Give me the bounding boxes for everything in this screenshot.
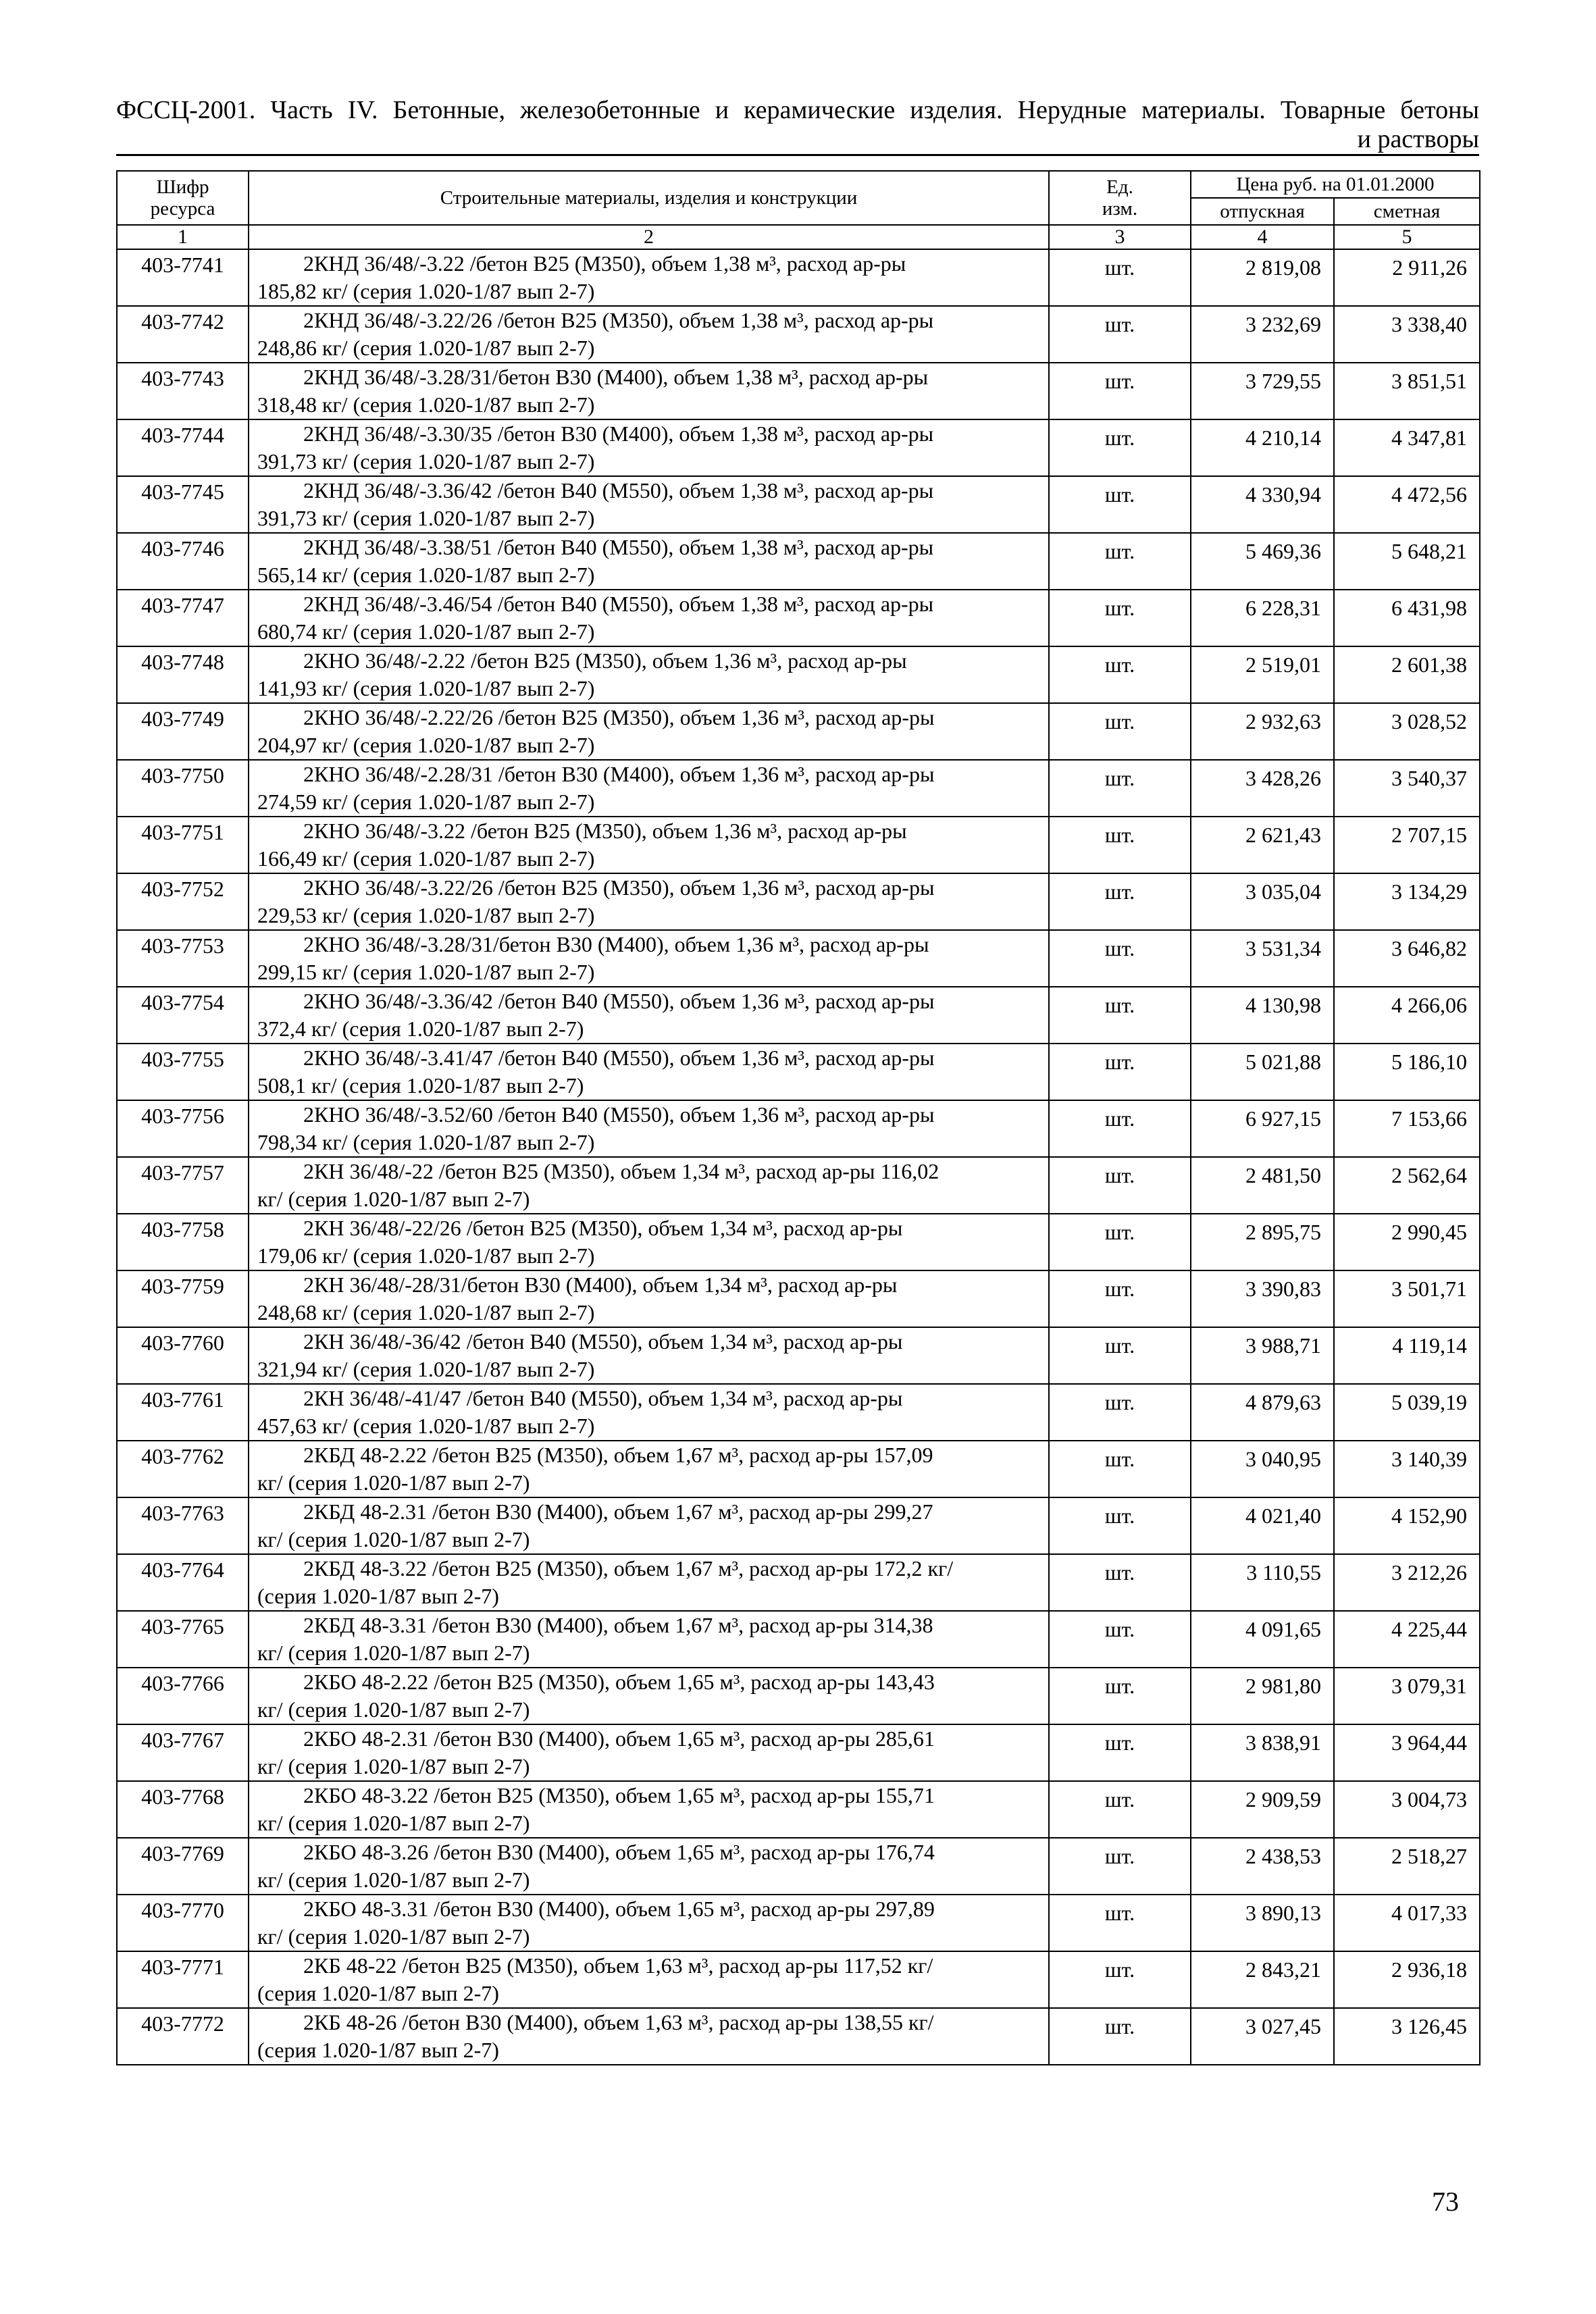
table-row — [117, 760, 1480, 817]
table-row — [117, 249, 1480, 306]
table-row — [117, 1044, 1480, 1100]
table-row — [117, 419, 1480, 476]
cell-unit: шт. — [1049, 987, 1191, 1044]
cell-code: 403-7750 — [117, 760, 249, 817]
cell-price-release: 5 469,36 — [1191, 533, 1334, 590]
cell-unit: шт. — [1049, 1895, 1191, 1951]
cell-price-release: 3 110,55 — [1191, 1554, 1334, 1611]
description-line1: 2КНО 36/48/-3.22/26 /бетон В25 (М350), объем 1,36 м³, расход ар-ры — [303, 875, 935, 900]
description-line2: 141,93 кг/ (серия 1.020-1/87 вып 2-7) — [257, 676, 595, 700]
cell-price-estimate: 2 936,18 — [1334, 1951, 1480, 2008]
cell-unit: шт. — [1049, 533, 1191, 590]
cell-price-release: 3 428,26 — [1191, 760, 1334, 817]
cell-price-estimate: 4 017,33 — [1334, 1895, 1480, 1951]
cell-description — [249, 1951, 1049, 2008]
cell-code: 403-7741 — [117, 249, 249, 306]
cell-price-release: 3 040,95 — [1191, 1441, 1334, 1497]
table-row — [117, 1441, 1480, 1497]
cell-code: 403-7745 — [117, 476, 249, 533]
column-number: 3 — [1049, 225, 1191, 249]
cell-description — [249, 1895, 1049, 1951]
cell-unit: шт. — [1049, 1951, 1191, 2008]
header-unit-line1: Ед. — [1106, 176, 1133, 198]
cell-code: 403-7765 — [117, 1611, 249, 1668]
cell-unit: шт. — [1049, 1327, 1191, 1384]
cell-description — [249, 1781, 1049, 1838]
description-line2: кг/ (серия 1.020-1/87 вып 2-7) — [257, 1868, 530, 1892]
cell-description — [249, 873, 1049, 930]
cell-code: 403-7769 — [117, 1838, 249, 1895]
description-line2: 229,53 кг/ (серия 1.020-1/87 вып 2-7) — [257, 903, 595, 927]
cell-unit: шт. — [1049, 760, 1191, 817]
table-row — [117, 1724, 1480, 1781]
cell-description — [249, 646, 1049, 703]
description-line1: 2КНО 36/48/-2.28/31 /бетон В30 (М400), объем 1,36 м³, расход ар-ры — [303, 762, 935, 786]
cell-code: 403-7758 — [117, 1214, 249, 1270]
column-number: 2 — [249, 225, 1049, 249]
cell-code: 403-7772 — [117, 2008, 249, 2065]
cell-price-release: 2 819,08 — [1191, 249, 1334, 306]
cell-description — [249, 760, 1049, 817]
table-row — [117, 646, 1480, 703]
cell-code: 403-7752 — [117, 873, 249, 930]
description-line2: 798,34 кг/ (серия 1.020-1/87 вып 2-7) — [257, 1130, 595, 1154]
description-line2: 391,73 кг/ (серия 1.020-1/87 вып 2-7) — [257, 506, 595, 530]
cell-code: 403-7753 — [117, 930, 249, 987]
cell-code: 403-7768 — [117, 1781, 249, 1838]
cell-price-release: 4 879,63 — [1191, 1384, 1334, 1441]
description-line1: 2КН 36/48/-28/31/бетон В30 (М400), объем 1,34 м³, расход ар-ры — [303, 1272, 898, 1297]
description-line2: 565,14 кг/ (серия 1.020-1/87 вып 2-7) — [257, 563, 595, 587]
description-line2: 372,4 кг/ (серия 1.020-1/87 вып 2-7) — [257, 1017, 584, 1041]
description-line1: 2КН 36/48/-41/47 /бетон В40 (М550), объем 1,34 м³, расход ар-ры — [303, 1386, 903, 1410]
cell-price-estimate: 3 212,26 — [1334, 1554, 1480, 1611]
cell-description — [249, 817, 1049, 873]
cell-code: 403-7764 — [117, 1554, 249, 1611]
cell-unit: шт. — [1049, 476, 1191, 533]
cell-price-estimate: 2 707,15 — [1334, 817, 1480, 873]
cell-code: 403-7746 — [117, 533, 249, 590]
cell-unit: шт. — [1049, 1668, 1191, 1724]
header-price-estimate: сметная — [1334, 198, 1480, 225]
cell-description — [249, 930, 1049, 987]
cell-code: 403-7770 — [117, 1895, 249, 1951]
cell-description — [249, 1100, 1049, 1157]
cell-price-estimate: 3 338,40 — [1334, 306, 1480, 363]
cell-unit: шт. — [1049, 2008, 1191, 2065]
table-row — [117, 873, 1480, 930]
cell-unit: шт. — [1049, 1838, 1191, 1895]
description-line2: кг/ (серия 1.020-1/87 вып 2-7) — [257, 1527, 530, 1551]
cell-price-release: 4 091,65 — [1191, 1611, 1334, 1668]
description-line1: 2КБД 48-3.22 /бетон В25 (М350), объем 1,67 м³, расход ар-ры 172,2 кг/ — [303, 1556, 954, 1580]
table-row — [117, 930, 1480, 987]
cell-unit: шт. — [1049, 249, 1191, 306]
table-row — [117, 1611, 1480, 1668]
description-line1: 2КБО 48-2.31 /бетон В30 (М400), объем 1,65 м³, расход ар-ры 285,61 — [303, 1726, 935, 1751]
cell-price-release: 3 838,91 — [1191, 1724, 1334, 1781]
table-row — [117, 1895, 1480, 1951]
cell-price-estimate: 3 079,31 — [1334, 1668, 1480, 1724]
description-line1: 2КБО 48-3.26 /бетон В30 (М400), объем 1,65 м³, расход ар-ры 176,74 — [303, 1840, 935, 1864]
cell-unit: шт. — [1049, 1384, 1191, 1441]
description-line1: 2КБО 48-3.22 /бетон В25 (М350), объем 1,65 м³, расход ар-ры 155,71 — [303, 1783, 935, 1807]
description-line1: 2КНД 36/48/-3.28/31/бетон В30 (М400), объем 1,38 м³, расход ар-ры — [303, 365, 929, 389]
description-line1: 2КНО 36/48/-3.22 /бетон В25 (М350), объем 1,36 м³, расход ар-ры — [303, 819, 907, 843]
description-line1: 2КБО 48-2.22 /бетон В25 (М350), объем 1,65 м³, расход ар-ры 143,43 — [303, 1670, 935, 1694]
table-row — [117, 363, 1480, 419]
cell-price-estimate: 5 039,19 — [1334, 1384, 1480, 1441]
header-price-release: отпускная — [1191, 198, 1334, 225]
description-line2: кг/ (серия 1.020-1/87 вып 2-7) — [257, 1697, 530, 1722]
cell-price-release: 2 481,50 — [1191, 1157, 1334, 1214]
cell-price-release: 4 330,94 — [1191, 476, 1334, 533]
description-line1: 2КНД 36/48/-3.22/26 /бетон В25 (М350), объем 1,38 м³, расход ар-ры — [303, 308, 934, 332]
cell-unit: шт. — [1049, 646, 1191, 703]
cell-price-estimate: 7 153,66 — [1334, 1100, 1480, 1157]
cell-description — [249, 1157, 1049, 1214]
table-row — [117, 1838, 1480, 1895]
cell-description — [249, 1611, 1049, 1668]
description-line2: 318,48 кг/ (серия 1.020-1/87 вып 2-7) — [257, 392, 595, 417]
cell-description — [249, 1724, 1049, 1781]
cell-price-estimate: 5 186,10 — [1334, 1044, 1480, 1100]
description-line1: 2КНО 36/48/-2.22 /бетон В25 (М350), объем 1,36 м³, расход ар-ры — [303, 648, 907, 673]
cell-description — [249, 476, 1049, 533]
cell-description — [249, 2008, 1049, 2065]
table-row — [117, 1157, 1480, 1214]
table-row — [117, 817, 1480, 873]
cell-unit: шт. — [1049, 1781, 1191, 1838]
cell-code: 403-7748 — [117, 646, 249, 703]
cell-price-release: 2 932,63 — [1191, 703, 1334, 760]
cell-price-estimate: 5 648,21 — [1334, 533, 1480, 590]
table-row — [117, 703, 1480, 760]
cell-unit: шт. — [1049, 1214, 1191, 1270]
cell-price-estimate: 3 028,52 — [1334, 703, 1480, 760]
table-row — [117, 1270, 1480, 1327]
cell-price-release: 3 035,04 — [1191, 873, 1334, 930]
header-code-line1: Шифр — [156, 176, 209, 198]
description-line1: 2КНО 36/48/-3.36/42 /бетон В40 (М550), объем 1,36 м³, расход ар-ры — [303, 989, 935, 1013]
table-row — [117, 590, 1480, 646]
header-unit — [1049, 171, 1191, 225]
cell-price-release: 3 531,34 — [1191, 930, 1334, 987]
cell-price-estimate: 2 518,27 — [1334, 1838, 1480, 1895]
description-line2: кг/ (серия 1.020-1/87 вып 2-7) — [257, 1641, 530, 1665]
cell-price-estimate: 3 126,45 — [1334, 2008, 1480, 2065]
cell-price-release: 3 988,71 — [1191, 1327, 1334, 1384]
cell-price-release: 6 927,15 — [1191, 1100, 1334, 1157]
cell-code: 403-7763 — [117, 1497, 249, 1554]
cell-price-release: 2 895,75 — [1191, 1214, 1334, 1270]
cell-price-release: 4 021,40 — [1191, 1497, 1334, 1554]
cell-description — [249, 1384, 1049, 1441]
description-line2: 204,97 кг/ (серия 1.020-1/87 вып 2-7) — [257, 733, 595, 757]
description-line1: 2КБ 48-26 /бетон В30 (М400), объем 1,63 м³, расход ар-ры 138,55 кг/ — [303, 2010, 934, 2034]
description-line1: 2КНО 36/48/-3.52/60 /бетон В40 (М550), объем 1,36 м³, расход ар-ры — [303, 1102, 935, 1127]
cell-price-release: 3 729,55 — [1191, 363, 1334, 419]
cell-description — [249, 1838, 1049, 1895]
cell-price-release: 4 130,98 — [1191, 987, 1334, 1044]
description-line2: 179,06 кг/ (серия 1.020-1/87 вып 2-7) — [257, 1243, 595, 1268]
description-line1: 2КНД 36/48/-3.22 /бетон В25 (М350), объем 1,38 м³, расход ар-ры — [303, 251, 906, 276]
cell-price-release: 3 390,83 — [1191, 1270, 1334, 1327]
table-row — [117, 1497, 1480, 1554]
cell-description — [249, 1441, 1049, 1497]
cell-price-estimate: 4 152,90 — [1334, 1497, 1480, 1554]
cell-description — [249, 1497, 1049, 1554]
cell-price-release: 2 843,21 — [1191, 1951, 1334, 2008]
description-line2: кг/ (серия 1.020-1/87 вып 2-7) — [257, 1924, 530, 1949]
cell-price-release: 5 021,88 — [1191, 1044, 1334, 1100]
cell-price-release: 2 909,59 — [1191, 1781, 1334, 1838]
table-row — [117, 306, 1480, 363]
header-name: Строительные материалы, изделия и конструкции — [249, 171, 1049, 225]
column-number: 4 — [1191, 225, 1334, 249]
description-line1: 2КНО 36/48/-3.41/47 /бетон В40 (М550), объем 1,36 м³, расход ар-ры — [303, 1046, 935, 1070]
cell-price-estimate: 6 431,98 — [1334, 590, 1480, 646]
cell-unit: шт. — [1049, 590, 1191, 646]
description-line2: 508,1 кг/ (серия 1.020-1/87 вып 2-7) — [257, 1073, 584, 1098]
cell-price-estimate: 3 964,44 — [1334, 1724, 1480, 1781]
cell-price-estimate: 3 851,51 — [1334, 363, 1480, 419]
cell-price-release: 3 027,45 — [1191, 2008, 1334, 2065]
table-body — [117, 249, 1480, 2065]
cell-description — [249, 1214, 1049, 1270]
description-line1: 2КНО 36/48/-3.28/31/бетон В30 (М400), объем 1,36 м³, расход ар-ры — [303, 932, 929, 956]
cell-unit: шт. — [1049, 1100, 1191, 1157]
cell-price-estimate: 2 990,45 — [1334, 1214, 1480, 1270]
header-title-line2: и растворы — [1357, 125, 1479, 153]
cell-code: 403-7754 — [117, 987, 249, 1044]
cell-description — [249, 1668, 1049, 1724]
table-row — [117, 476, 1480, 533]
description-line1: 2КНД 36/48/-3.38/51 /бетон В40 (М550), объем 1,38 м³, расход ар-ры — [303, 535, 934, 559]
description-line2: (серия 1.020-1/87 вып 2-7) — [257, 1584, 499, 1608]
cell-price-release: 3 232,69 — [1191, 306, 1334, 363]
cell-price-release: 2 519,01 — [1191, 646, 1334, 703]
cell-code: 403-7743 — [117, 363, 249, 419]
cell-description — [249, 987, 1049, 1044]
description-line2: 680,74 кг/ (серия 1.020-1/87 вып 2-7) — [257, 619, 595, 644]
description-line1: 2КБО 48-3.31 /бетон В30 (М400), объем 1,65 м³, расход ар-ры 297,89 — [303, 1897, 935, 1921]
description-line2: 185,82 кг/ (серия 1.020-1/87 вып 2-7) — [257, 279, 595, 303]
table-row — [117, 987, 1480, 1044]
cell-code: 403-7761 — [117, 1384, 249, 1441]
cell-unit: шт. — [1049, 1270, 1191, 1327]
description-line1: 2КБ 48-22 /бетон В25 (М350), объем 1,63 м³, расход ар-ры 117,52 кг/ — [303, 1953, 933, 1978]
column-number: 1 — [117, 225, 249, 249]
cell-description — [249, 306, 1049, 363]
description-line2: (серия 1.020-1/87 вып 2-7) — [257, 2038, 499, 2062]
table-row — [117, 533, 1480, 590]
cell-code: 403-7762 — [117, 1441, 249, 1497]
description-line2: 321,94 кг/ (серия 1.020-1/87 вып 2-7) — [257, 1357, 595, 1381]
cell-unit: шт. — [1049, 930, 1191, 987]
table-row — [117, 1668, 1480, 1724]
cell-price-release: 6 228,31 — [1191, 590, 1334, 646]
description-line1: 2КН 36/48/-36/42 /бетон В40 (М550), объем 1,34 м³, расход ар-ры — [303, 1329, 903, 1354]
description-line2: (серия 1.020-1/87 вып 2-7) — [257, 1981, 499, 2005]
description-line1: 2КБД 48-3.31 /бетон В30 (М400), объем 1,67 м³, расход ар-ры 314,38 — [303, 1613, 933, 1637]
header-code-line2: ресурса — [150, 198, 215, 220]
cell-code: 403-7767 — [117, 1724, 249, 1781]
cell-unit: шт. — [1049, 817, 1191, 873]
cell-price-estimate: 3 140,39 — [1334, 1441, 1480, 1497]
description-line2: 166,49 кг/ (серия 1.020-1/87 вып 2-7) — [257, 846, 595, 871]
description-line1: 2КНО 36/48/-2.22/26 /бетон В25 (М350), объем 1,36 м³, расход ар-ры — [303, 705, 935, 729]
description-line1: 2КБД 48-2.31 /бетон В30 (М400), объем 1,67 м³, расход ар-ры 299,27 — [303, 1499, 933, 1524]
cell-code: 403-7749 — [117, 703, 249, 760]
cell-unit: шт. — [1049, 1497, 1191, 1554]
cell-price-release: 4 210,14 — [1191, 419, 1334, 476]
header-title-line1: ФССЦ-2001. Часть IV. Бетонные, железобетонные и керамические изделия. Нерудные материалы. Товарные бетоны — [116, 96, 1479, 124]
cell-price-estimate: 3 134,29 — [1334, 873, 1480, 930]
description-line1: 2КНД 36/48/-3.30/35 /бетон В30 (М400), объем 1,38 м³, расход ар-ры — [303, 421, 934, 446]
cell-code: 403-7760 — [117, 1327, 249, 1384]
cell-code: 403-7744 — [117, 419, 249, 476]
cell-description — [249, 1554, 1049, 1611]
cell-code: 403-7742 — [117, 306, 249, 363]
cell-price-estimate: 4 472,56 — [1334, 476, 1480, 533]
cell-price-estimate: 4 266,06 — [1334, 987, 1480, 1044]
cell-price-estimate: 2 911,26 — [1334, 249, 1480, 306]
header-code — [117, 171, 249, 225]
cell-price-estimate: 3 501,71 — [1334, 1270, 1480, 1327]
header-rule — [116, 154, 1479, 156]
description-line1: 2КН 36/48/-22/26 /бетон В25 (М350), объем 1,34 м³, расход ар-ры — [303, 1216, 903, 1240]
cell-price-release: 2 981,80 — [1191, 1668, 1334, 1724]
column-number: 5 — [1334, 225, 1480, 249]
description-line2: кг/ (серия 1.020-1/87 вып 2-7) — [257, 1187, 530, 1211]
cell-price-estimate: 3 004,73 — [1334, 1781, 1480, 1838]
cell-description — [249, 249, 1049, 306]
cell-price-estimate: 4 225,44 — [1334, 1611, 1480, 1668]
description-line2: 391,73 кг/ (серия 1.020-1/87 вып 2-7) — [257, 449, 595, 473]
cell-unit: шт. — [1049, 1724, 1191, 1781]
cell-price-estimate: 2 562,64 — [1334, 1157, 1480, 1214]
cell-price-estimate: 4 347,81 — [1334, 419, 1480, 476]
description-line2: 457,63 кг/ (серия 1.020-1/87 вып 2-7) — [257, 1414, 595, 1438]
cell-unit: шт. — [1049, 1554, 1191, 1611]
description-line2: кг/ (серия 1.020-1/87 вып 2-7) — [257, 1470, 530, 1495]
cell-price-estimate: 3 540,37 — [1334, 760, 1480, 817]
cell-unit: шт. — [1049, 873, 1191, 930]
cell-code: 403-7756 — [117, 1100, 249, 1157]
page-header — [116, 95, 1479, 153]
table-row — [117, 1951, 1480, 2008]
cell-price-estimate: 4 119,14 — [1334, 1327, 1480, 1384]
table-row — [117, 1327, 1480, 1384]
table-row — [117, 1781, 1480, 1838]
cell-code: 403-7759 — [117, 1270, 249, 1327]
table-row — [117, 1384, 1480, 1441]
page-number: 73 — [1432, 2186, 1459, 2217]
table-row — [117, 1554, 1480, 1611]
cell-code: 403-7751 — [117, 817, 249, 873]
cell-code: 403-7755 — [117, 1044, 249, 1100]
description-line2: 248,68 кг/ (серия 1.020-1/87 вып 2-7) — [257, 1300, 595, 1325]
header-price: Цена руб. на 01.01.2000 — [1191, 171, 1480, 198]
description-line2: кг/ (серия 1.020-1/87 вып 2-7) — [257, 1754, 530, 1778]
price-table — [116, 170, 1481, 2065]
table-row — [117, 1214, 1480, 1270]
cell-description — [249, 1327, 1049, 1384]
cell-price-release: 2 438,53 — [1191, 1838, 1334, 1895]
cell-description — [249, 419, 1049, 476]
description-line1: 2КНД 36/48/-3.36/42 /бетон В40 (М550), объем 1,38 м³, расход ар-ры — [303, 478, 934, 503]
table-row — [117, 1100, 1480, 1157]
cell-description — [249, 703, 1049, 760]
cell-code: 403-7747 — [117, 590, 249, 646]
cell-unit: шт. — [1049, 1157, 1191, 1214]
cell-description — [249, 363, 1049, 419]
description-line2: 274,59 кг/ (серия 1.020-1/87 вып 2-7) — [257, 790, 595, 814]
description-line1: 2КН 36/48/-22 /бетон В25 (М350), объем 1,34 м³, расход ар-ры 116,02 — [303, 1159, 939, 1183]
cell-description — [249, 1044, 1049, 1100]
cell-price-estimate: 3 646,82 — [1334, 930, 1480, 987]
cell-unit: шт. — [1049, 306, 1191, 363]
description-line2: кг/ (серия 1.020-1/87 вып 2-7) — [257, 1811, 530, 1835]
cell-description — [249, 590, 1049, 646]
cell-code: 403-7766 — [117, 1668, 249, 1724]
header-unit-line2: изм. — [1102, 198, 1138, 220]
cell-unit: шт. — [1049, 1441, 1191, 1497]
cell-price-release: 2 621,43 — [1191, 817, 1334, 873]
cell-unit: шт. — [1049, 1611, 1191, 1668]
cell-code: 403-7757 — [117, 1157, 249, 1214]
table-row — [117, 2008, 1480, 2065]
cell-price-release: 3 890,13 — [1191, 1895, 1334, 1951]
description-line1: 2КБД 48-2.22 /бетон В25 (М350), объем 1,67 м³, расход ар-ры 157,09 — [303, 1443, 933, 1467]
description-line1: 2КНД 36/48/-3.46/54 /бетон В40 (М550), объем 1,38 м³, расход ар-ры — [303, 592, 934, 616]
cell-code: 403-7771 — [117, 1951, 249, 2008]
description-line2: 299,15 кг/ (серия 1.020-1/87 вып 2-7) — [257, 960, 595, 984]
cell-unit: шт. — [1049, 1044, 1191, 1100]
cell-description — [249, 1270, 1049, 1327]
cell-unit: шт. — [1049, 363, 1191, 419]
cell-unit: шт. — [1049, 703, 1191, 760]
cell-unit: шт. — [1049, 419, 1191, 476]
cell-price-estimate: 2 601,38 — [1334, 646, 1480, 703]
description-line2: 248,86 кг/ (серия 1.020-1/87 вып 2-7) — [257, 336, 595, 360]
cell-description — [249, 533, 1049, 590]
